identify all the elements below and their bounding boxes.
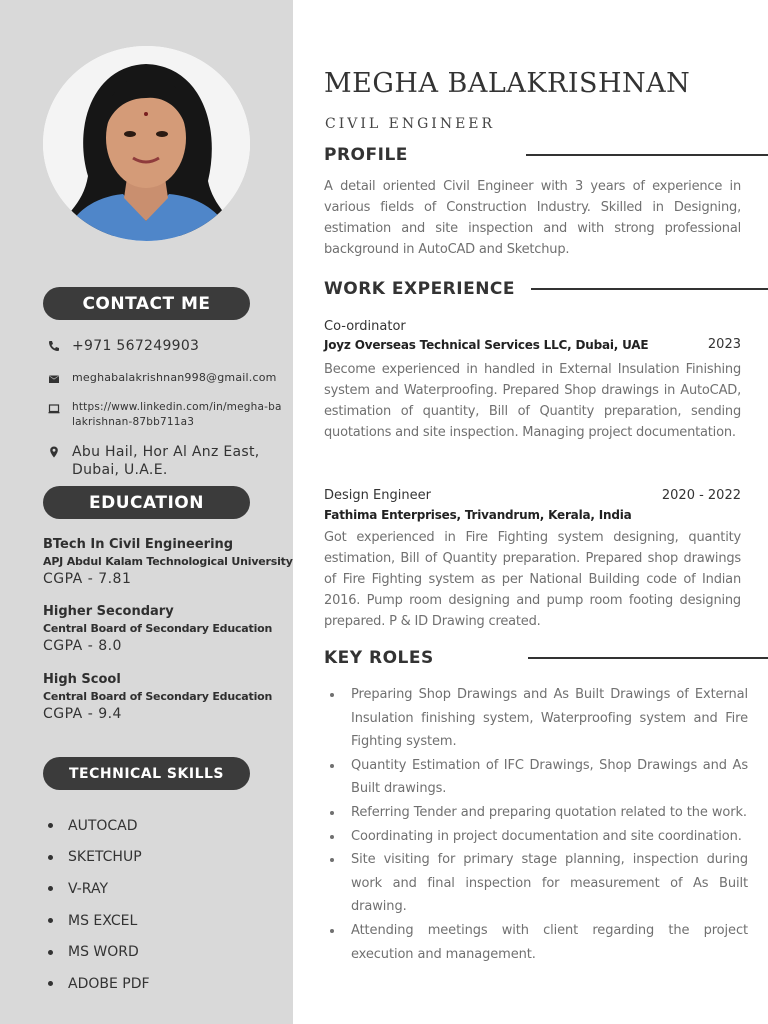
skill-item <box>48 936 150 968</box>
skills-list <box>48 810 150 1000</box>
bullet-icon <box>48 823 53 828</box>
skill-label: SKETCHUP <box>68 849 142 866</box>
section-divider <box>528 657 768 659</box>
candidate-name: MEGHA BALAKRISHNAN <box>324 68 691 99</box>
bullet-icon <box>330 835 334 839</box>
section-divider <box>531 288 768 290</box>
skill-label: V-RAY <box>68 880 109 897</box>
bullet-icon <box>330 858 334 862</box>
skill-item <box>48 842 150 874</box>
profile-photo <box>43 46 250 241</box>
bullet-icon <box>330 693 334 697</box>
role-item <box>330 848 748 919</box>
job-years: 2023 <box>707 337 741 352</box>
profile-text: A detail oriented Civil Engineer with 3 years of experience in various fields of Construction Industry. Skilled in Designing, estimation and site inspection and with strong professional background in AutoCAD and Sketchup. <box>324 179 741 257</box>
skill-label: ADOBE PDF <box>68 975 150 992</box>
education-institution: Central Board of Secondary Education <box>43 690 273 703</box>
candidate-title: CIVIL ENGINEER <box>325 116 496 132</box>
role-item <box>330 919 748 966</box>
skill-label: AUTOCAD <box>68 817 138 834</box>
bullet-icon <box>48 855 53 860</box>
skill-item <box>48 968 150 1000</box>
sidebar <box>0 0 293 1024</box>
bullet-icon <box>330 929 334 933</box>
skill-item <box>48 905 150 937</box>
skill-label: MS WORD <box>68 944 139 961</box>
education-institution: APJ Abdul Kalam Technological University <box>43 555 293 568</box>
key-roles-list <box>330 683 748 966</box>
contact-phone <box>48 337 199 355</box>
key-roles-section-header <box>324 648 768 668</box>
skill-item <box>48 810 150 842</box>
email-text[interactable]: meghabalakrishnan998@gmail.com <box>72 371 277 384</box>
role-text: Preparing Shop Drawings and As Built Drawings of External Insulation finishing system, Waterproofing system and Fire Fighting system. <box>351 687 748 750</box>
key-roles-heading: KEY ROLES <box>324 648 434 668</box>
role-item <box>330 825 748 849</box>
education-item <box>43 603 291 655</box>
role-item <box>330 754 748 801</box>
education-item <box>43 536 291 588</box>
role-text: Coordinating in project documentation and site coordination. <box>351 828 742 844</box>
education-item <box>43 671 291 723</box>
bullet-icon <box>48 886 53 891</box>
education-cgpa: CGPA - 9.4 <box>43 706 122 722</box>
profile-heading: PROFILE <box>324 145 408 165</box>
linkedin-icon <box>48 403 60 415</box>
education-degree: High Scool <box>43 672 121 687</box>
job-title: Co-ordinator <box>324 319 406 334</box>
education-cgpa: CGPA - 8.0 <box>43 638 122 654</box>
address-text: Abu Hail, Hor Al Anz East, Dubai, U.A.E. <box>72 444 260 478</box>
phone-text[interactable]: +971 567249903 <box>72 338 200 354</box>
job-company: Joyz Overseas Technical Services LLC, Dubai, UAE <box>324 338 649 352</box>
contact-email <box>48 370 277 385</box>
experience-section-header <box>324 279 768 299</box>
education-heading: EDUCATION <box>43 486 250 519</box>
role-text: Attending meetings with client regarding the project execution and management. <box>351 922 748 962</box>
skills-heading: TECHNICAL SKILLS <box>43 757 250 790</box>
role-text: Site visiting for primary stage planning, inspection during work and final inspection for measurement of As Built drawing. <box>351 852 748 915</box>
education-degree: Higher Secondary <box>43 604 174 619</box>
education-institution: Central Board of Secondary Education <box>43 622 273 635</box>
location-icon <box>48 446 60 458</box>
job-description: Become experienced in handled in External Insulation Finishing system and Waterproofing. Prepared Shop drawings in AutoCAD, estimation of quantity, Bill of Quantity preparation, sending quotations and site inspection. Managing project documentation. <box>324 362 741 440</box>
section-divider <box>526 154 768 156</box>
job-years: 2020 - 2022 <box>661 488 741 503</box>
job-description: Got experienced in Fire Fighting system designing, quantity estimation, Bill of Quantity preparation. Prepared shop drawings of Fire Fighting system as per National Building code of Indian 2016. Pump room designing and pump room footing designing prepared. P & ID Drawing created. <box>324 530 741 629</box>
contact-linkedin <box>48 400 283 430</box>
skill-item <box>48 873 150 905</box>
experience-heading: WORK EXPERIENCE <box>324 279 516 299</box>
bullet-icon <box>330 811 334 815</box>
contact-address <box>48 443 288 479</box>
role-text: Quantity Estimation of IFC Drawings, Shop Drawings and As Built drawings. <box>351 757 748 797</box>
job-title: Design Engineer <box>324 488 431 503</box>
contact-heading: CONTACT ME <box>43 287 250 320</box>
education-cgpa: CGPA - 7.81 <box>43 571 132 587</box>
email-icon <box>48 373 60 385</box>
bullet-icon <box>48 918 53 923</box>
linkedin-text[interactable]: https://www.linkedin.com/in/megha-balakrishnan-87bb711a3 <box>72 401 282 428</box>
bullet-icon <box>48 950 53 955</box>
role-item <box>330 801 748 825</box>
education-degree: BTech In Civil Engineering <box>43 537 234 552</box>
profile-photo-image <box>43 46 250 241</box>
skill-label: MS EXCEL <box>68 912 138 929</box>
role-text: Referring Tender and preparing quotation related to the work. <box>351 804 747 820</box>
job-company: Fathima Enterprises, Trivandrum, Kerala, India <box>324 508 632 522</box>
role-item <box>330 683 748 754</box>
phone-icon <box>48 340 60 352</box>
bullet-icon <box>330 764 334 768</box>
bullet-icon <box>48 981 53 986</box>
profile-section-header <box>324 145 768 165</box>
